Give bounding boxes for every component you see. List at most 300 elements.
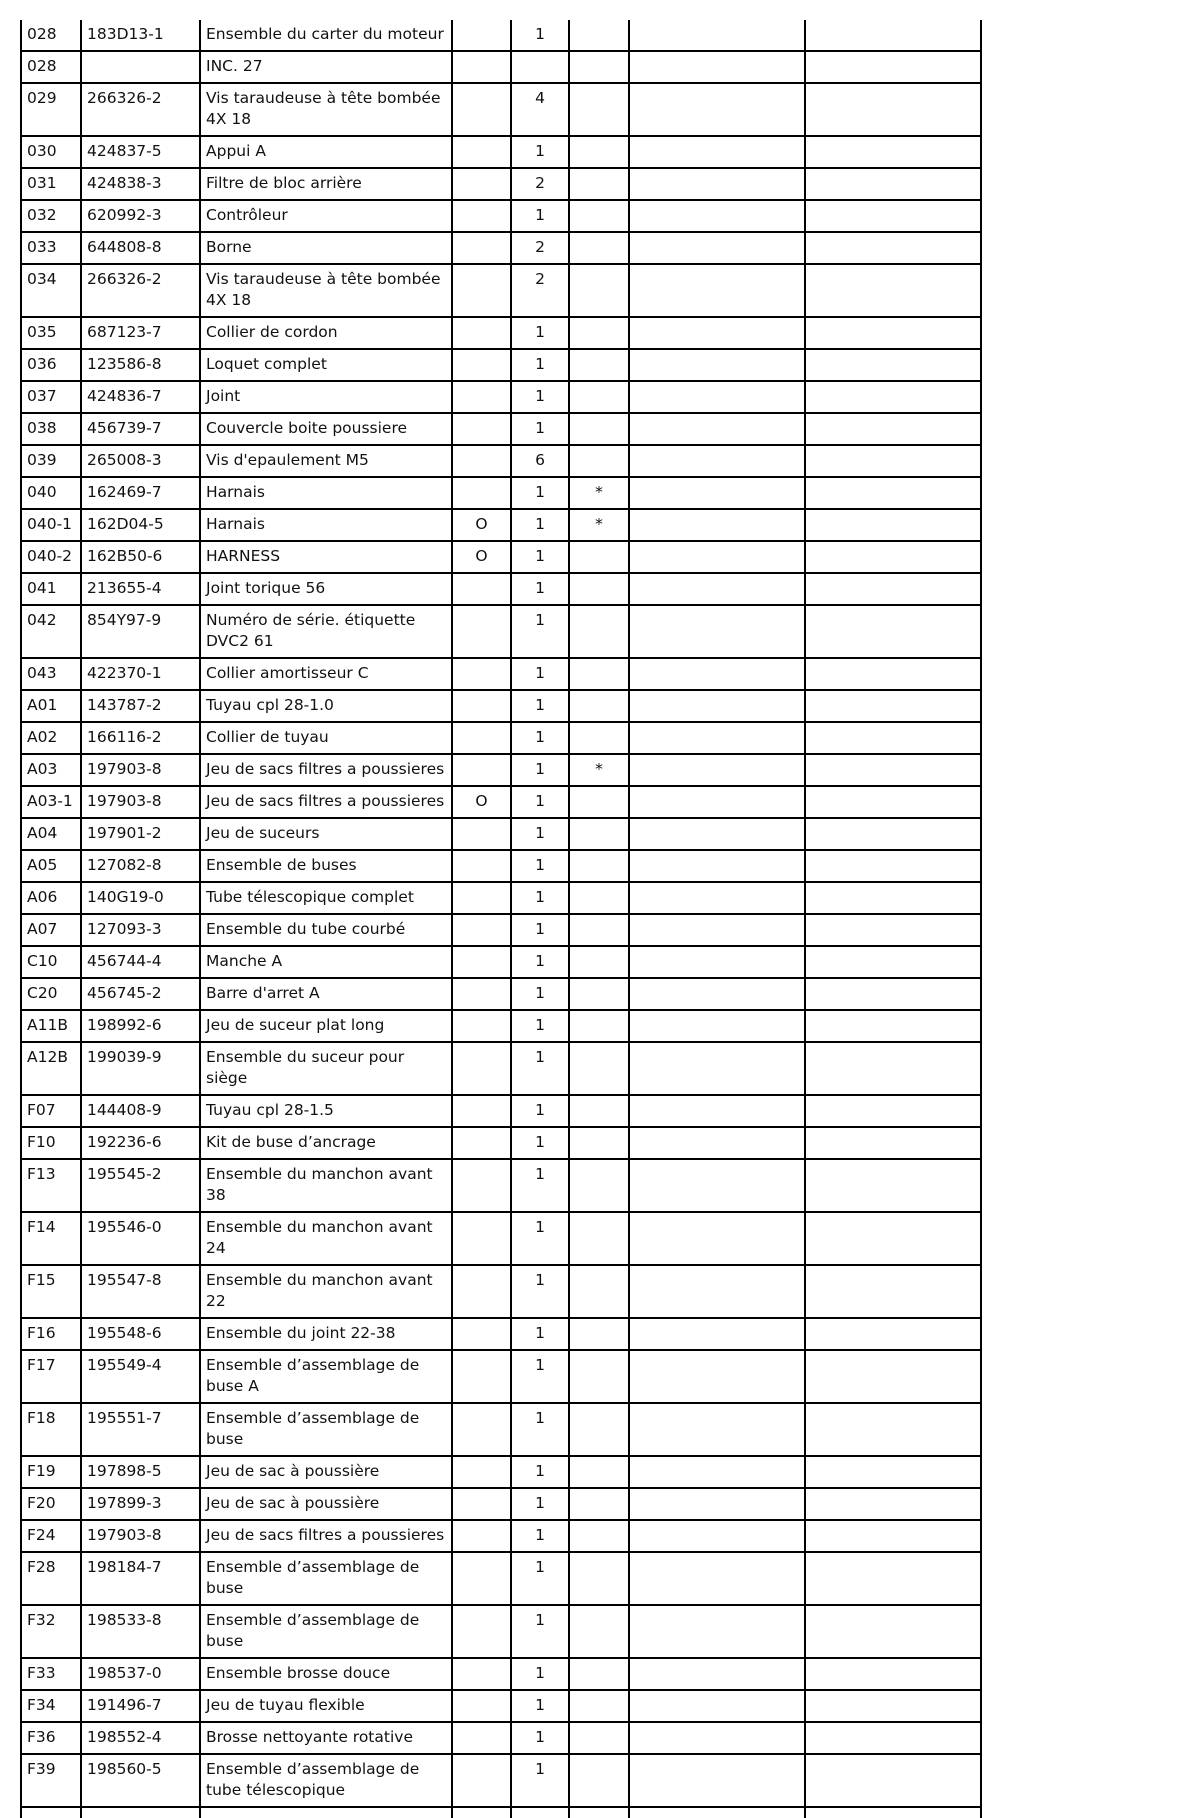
table-row [21,1350,981,1403]
empty-cell [629,1042,805,1095]
empty-cell [805,1127,981,1159]
empty-cell [629,914,805,946]
description: Ensemble du carter du moteur [200,20,452,51]
quantity: 1 [511,1722,569,1754]
description: Tube télescopique complet [200,882,452,914]
table-row [21,658,981,690]
table-row [21,786,981,818]
note-mark [569,1722,629,1754]
item-number: F07 [21,1095,81,1127]
empty-cell [629,850,805,882]
quantity: 1 [511,1552,569,1605]
quantity: 1 [511,850,569,882]
item-number: F10 [21,1127,81,1159]
empty-cell [629,978,805,1010]
note-mark [569,978,629,1010]
empty-cell [629,317,805,349]
part-number: 687123-7 [81,317,200,349]
empty-cell [629,882,805,914]
note-mark [569,1095,629,1127]
option-flag [452,1690,511,1722]
option-flag [452,1520,511,1552]
quantity: 1 [511,818,569,850]
part-number: 195547-8 [81,1265,200,1318]
item-number: 042 [21,605,81,658]
empty-cell [805,413,981,445]
part-number: 422370-1 [81,658,200,690]
quantity: 1 [511,573,569,605]
option-flag [452,605,511,658]
note-mark [569,605,629,658]
empty-cell [629,1456,805,1488]
part-number: 183D13-1 [81,20,200,51]
empty-cell [805,1159,981,1212]
table-row [21,1520,981,1552]
quantity: 1 [511,20,569,51]
note-mark [569,1605,629,1658]
table-row [21,349,981,381]
option-flag [452,1095,511,1127]
part-number: 162D04-5 [81,509,200,541]
table-row [21,850,981,882]
note-mark [569,914,629,946]
empty-cell [629,1010,805,1042]
note-mark: * [569,754,629,786]
item-number: 032 [21,200,81,232]
description: Joint torique 56 [200,573,452,605]
part-number: 213655-4 [81,573,200,605]
description: Ensemble du tube courbé [200,914,452,946]
part-number: 199039-9 [81,1042,200,1095]
description: Jeu de tuyau flexible [200,1690,452,1722]
empty-cell [805,1265,981,1318]
description: Jeu de suceur plat long [200,1010,452,1042]
note-mark [569,1318,629,1350]
note-mark [569,1350,629,1403]
empty-cell [805,541,981,573]
empty-cell [21,1807,81,1818]
empty-cell [805,51,981,83]
item-number: C10 [21,946,81,978]
part-number: 195545-2 [81,1159,200,1212]
description: INC. 27 [200,51,452,83]
table-row [21,722,981,754]
empty-cell [629,1807,805,1818]
empty-cell [629,1488,805,1520]
note-mark [569,722,629,754]
quantity: 1 [511,1456,569,1488]
empty-cell [805,722,981,754]
note-mark [569,882,629,914]
note-mark [569,168,629,200]
option-flag [452,882,511,914]
item-number: A02 [21,722,81,754]
item-number: 031 [21,168,81,200]
table-row [21,541,981,573]
option-flag [452,477,511,509]
item-number: F33 [21,1658,81,1690]
note-mark [569,264,629,317]
note-mark [569,232,629,264]
option-flag [452,850,511,882]
item-number: F13 [21,1159,81,1212]
quantity: 1 [511,1658,569,1690]
description: HARNESS [200,541,452,573]
empty-cell [629,1552,805,1605]
empty-cell [805,264,981,317]
description: Ensemble du manchon avant 24 [200,1212,452,1265]
empty-cell [805,1488,981,1520]
quantity: 1 [511,1403,569,1456]
empty-cell [629,1127,805,1159]
part-number: 198992-6 [81,1010,200,1042]
table-row [21,83,981,136]
option-flag [452,1159,511,1212]
description: Filtre de bloc arrière [200,168,452,200]
description: Tuyau cpl 28-1.5 [200,1095,452,1127]
table-row-continued [21,1807,981,1818]
part-number: 424838-3 [81,168,200,200]
empty-cell [805,1350,981,1403]
part-number: 424837-5 [81,136,200,168]
quantity: 1 [511,1690,569,1722]
part-number: 456745-2 [81,978,200,1010]
item-number: 035 [21,317,81,349]
empty-cell [629,200,805,232]
empty-cell [805,445,981,477]
table-row [21,1265,981,1318]
option-flag [452,658,511,690]
empty-cell [805,850,981,882]
empty-cell [629,168,805,200]
note-mark [569,1456,629,1488]
empty-cell [805,381,981,413]
item-number: A05 [21,850,81,882]
part-number: 266326-2 [81,264,200,317]
part-number: 197903-8 [81,1520,200,1552]
quantity: 1 [511,1520,569,1552]
quantity: 1 [511,317,569,349]
description: Jeu de sac à poussière [200,1488,452,1520]
empty-cell [629,445,805,477]
part-number: 197901-2 [81,818,200,850]
part-number: 265008-3 [81,445,200,477]
quantity: 1 [511,1350,569,1403]
item-number: 040 [21,477,81,509]
item-number: 034 [21,264,81,317]
description: Collier de cordon [200,317,452,349]
description: Vis taraudeuse à tête bombée 4X 18 [200,264,452,317]
description: Ensemble d’assemblage de tube télescopique [200,1754,452,1807]
empty-cell [805,690,981,722]
item-number: F32 [21,1605,81,1658]
item-number: F24 [21,1520,81,1552]
note-mark [569,573,629,605]
quantity: 1 [511,658,569,690]
quantity: 1 [511,349,569,381]
empty-cell [629,509,805,541]
option-flag [452,445,511,477]
empty-cell [805,349,981,381]
description: Ensemble de buses [200,850,452,882]
option-flag [452,168,511,200]
option-flag [452,1658,511,1690]
part-number: 620992-3 [81,200,200,232]
empty-cell [629,264,805,317]
empty-cell [805,1042,981,1095]
item-number: F14 [21,1212,81,1265]
empty-cell [629,1754,805,1807]
empty-cell [805,605,981,658]
option-flag [452,946,511,978]
option-flag: O [452,541,511,573]
option-flag [452,381,511,413]
table-row [21,264,981,317]
table-row [21,1042,981,1095]
part-number: 197903-8 [81,786,200,818]
note-mark [569,850,629,882]
quantity: 6 [511,445,569,477]
empty-cell [805,1318,981,1350]
option-flag [452,413,511,445]
table-row [21,413,981,445]
table-row [21,1095,981,1127]
quantity: 2 [511,168,569,200]
option-flag [452,1318,511,1350]
note-mark: * [569,509,629,541]
item-number: 036 [21,349,81,381]
empty-cell [629,83,805,136]
item-number: A07 [21,914,81,946]
empty-cell [805,200,981,232]
quantity: 1 [511,882,569,914]
description: Kit de buse d’ancrage [200,1127,452,1159]
description: Contrôleur [200,200,452,232]
item-number: 040-2 [21,541,81,573]
description: Ensemble du suceur pour siège [200,1042,452,1095]
part-number: 644808-8 [81,232,200,264]
empty-cell [629,605,805,658]
option-flag: O [452,509,511,541]
empty-cell [805,658,981,690]
description: Appui A [200,136,452,168]
empty-cell [805,1095,981,1127]
part-number: 197898-5 [81,1456,200,1488]
empty-cell [629,413,805,445]
option-flag [452,136,511,168]
item-number: F28 [21,1552,81,1605]
note-mark [569,818,629,850]
description: Vis d'epaulement M5 [200,445,452,477]
item-number: F16 [21,1318,81,1350]
empty-cell [629,1722,805,1754]
item-number: F15 [21,1265,81,1318]
empty-cell [629,136,805,168]
empty-cell [629,722,805,754]
item-number: F36 [21,1722,81,1754]
table-row [21,1488,981,1520]
quantity: 1 [511,1488,569,1520]
empty-cell [511,1807,569,1818]
empty-cell [452,1807,511,1818]
description: Jeu de sacs filtres a poussieres [200,1520,452,1552]
option-flag [452,978,511,1010]
note-mark [569,349,629,381]
note-mark [569,413,629,445]
option-flag [452,232,511,264]
description: Brosse nettoyante rotative [200,1722,452,1754]
option-flag [452,349,511,381]
empty-cell [805,83,981,136]
quantity: 1 [511,1042,569,1095]
empty-cell [805,1010,981,1042]
table-row [21,882,981,914]
item-number: 029 [21,83,81,136]
description: Borne [200,232,452,264]
part-number: 166116-2 [81,722,200,754]
table-row [21,1318,981,1350]
note-mark [569,20,629,51]
part-number: 424836-7 [81,381,200,413]
part-number: 195546-0 [81,1212,200,1265]
item-number: A01 [21,690,81,722]
quantity: 1 [511,1754,569,1807]
description: Barre d'arret A [200,978,452,1010]
empty-cell [629,1690,805,1722]
empty-cell [805,1722,981,1754]
table-row [21,445,981,477]
description: Ensemble d’assemblage de buse A [200,1350,452,1403]
note-mark [569,786,629,818]
item-number: 028 [21,20,81,51]
note-mark [569,1520,629,1552]
part-number: 123586-8 [81,349,200,381]
option-flag [452,754,511,786]
option-flag [452,1488,511,1520]
empty-cell [805,786,981,818]
part-number: 195548-6 [81,1318,200,1350]
option-flag [452,1552,511,1605]
empty-cell [629,1403,805,1456]
item-number: 030 [21,136,81,168]
empty-cell [629,541,805,573]
description: Jeu de suceurs [200,818,452,850]
note-mark [569,1403,629,1456]
parts-table-body [21,20,981,1818]
description: Joint [200,381,452,413]
parts-list-page [20,20,982,1818]
quantity: 1 [511,477,569,509]
empty-cell [629,690,805,722]
parts-table [20,20,982,1818]
item-number: F19 [21,1456,81,1488]
empty-cell [629,818,805,850]
empty-cell [805,136,981,168]
empty-cell [629,232,805,264]
table-row [21,754,981,786]
item-number: 037 [21,381,81,413]
note-mark [569,1010,629,1042]
note-mark [569,1488,629,1520]
empty-cell [805,1552,981,1605]
table-row [21,818,981,850]
note-mark [569,690,629,722]
option-flag [452,264,511,317]
table-row [21,20,981,51]
empty-cell [805,573,981,605]
empty-cell [805,1658,981,1690]
part-number: 162469-7 [81,477,200,509]
empty-cell [200,1807,452,1818]
table-row [21,978,981,1010]
table-row [21,381,981,413]
item-number: A11B [21,1010,81,1042]
quantity: 1 [511,605,569,658]
item-number: C20 [21,978,81,1010]
empty-cell [805,1605,981,1658]
empty-cell [629,573,805,605]
empty-cell [805,1212,981,1265]
table-row [21,1403,981,1456]
note-mark [569,1127,629,1159]
option-flag [452,1605,511,1658]
quantity: 4 [511,83,569,136]
item-number: F39 [21,1754,81,1807]
table-row [21,946,981,978]
note-mark [569,317,629,349]
item-number: 039 [21,445,81,477]
empty-cell [629,1095,805,1127]
part-number: 143787-2 [81,690,200,722]
part-number: 191496-7 [81,1690,200,1722]
part-number: 144408-9 [81,1095,200,1127]
part-number: 266326-2 [81,83,200,136]
item-number: 033 [21,232,81,264]
table-row [21,1754,981,1807]
part-number: 195551-7 [81,1403,200,1456]
quantity: 1 [511,1159,569,1212]
option-flag [452,818,511,850]
note-mark [569,83,629,136]
part-number: 198552-4 [81,1722,200,1754]
empty-cell [805,232,981,264]
part-number [81,51,200,83]
item-number: F17 [21,1350,81,1403]
empty-cell [629,1159,805,1212]
option-flag [452,20,511,51]
description: Collier amortisseur C [200,658,452,690]
part-number: 198184-7 [81,1552,200,1605]
quantity: 1 [511,541,569,573]
item-number: F20 [21,1488,81,1520]
part-number: 197903-8 [81,754,200,786]
note-mark [569,1265,629,1318]
empty-cell [629,1212,805,1265]
table-row [21,1127,981,1159]
quantity: 1 [511,1127,569,1159]
part-number: 854Y97-9 [81,605,200,658]
table-row [21,1010,981,1042]
note-mark [569,1754,629,1807]
note-mark [569,541,629,573]
part-number: 127093-3 [81,914,200,946]
quantity: 1 [511,1318,569,1350]
table-row [21,477,981,509]
option-flag [452,914,511,946]
option-flag [452,1010,511,1042]
quantity: 1 [511,1010,569,1042]
table-row [21,1690,981,1722]
